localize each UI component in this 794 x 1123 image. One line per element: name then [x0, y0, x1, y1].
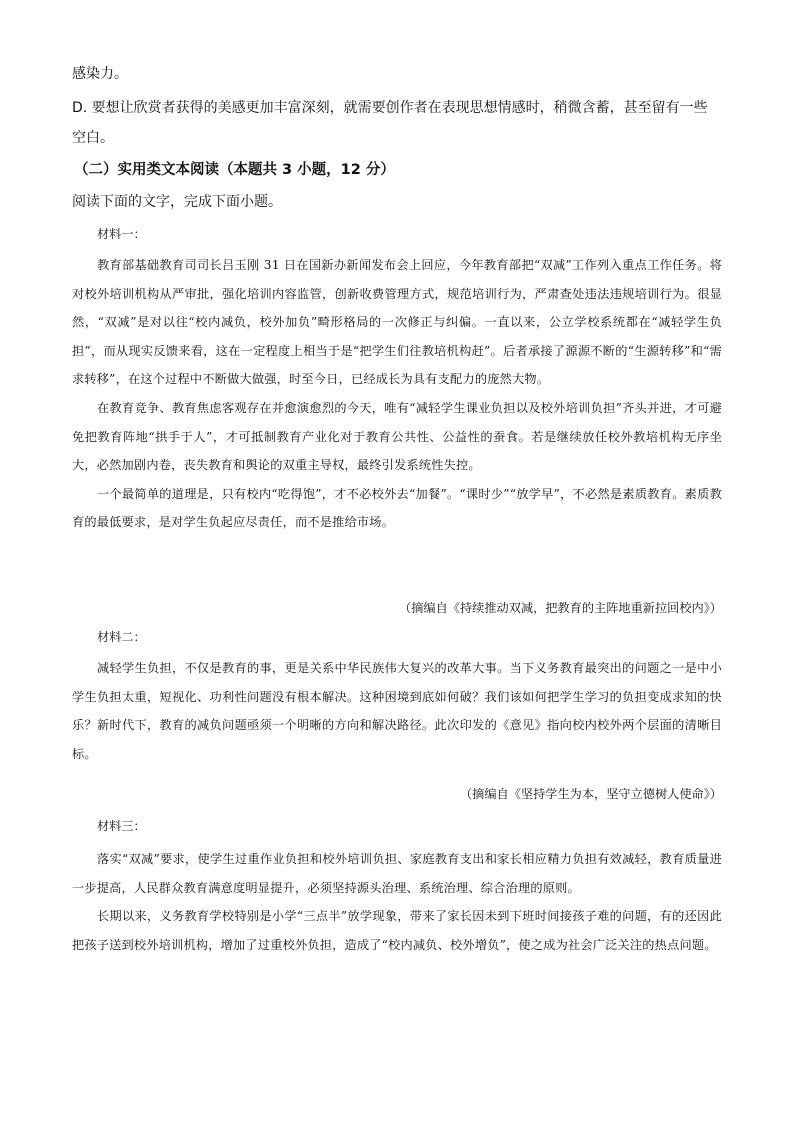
material-2-paragraph-1: 减轻学生负担，不仅是教育的事，更是关系中华民族伟大复兴的改革大事。当下义务教育最突出的问题之一是中小学生负担太重，短视化、功利性问题没有根本解决。这种困境到底如何破？我们该如何把学生学习的负担变成求知的快乐？新时代下，教育的减负问题亟须一个明晰的方向和解决路径。此次印发的《意见》指向校内校外两个层面的清晰目标。: [72, 661, 722, 761]
material-1-body: [72, 251, 722, 537]
material-2-body: [72, 654, 722, 768]
material-1-source: （摘编自《持续推动双减，把教育的主阵地重新拉回校内》）: [399, 601, 722, 615]
material-1-label: 材料一：: [97, 227, 146, 241]
material-3-body: [72, 845, 722, 959]
section-instruction: 阅读下面的文字，完成下面小题。: [72, 194, 282, 210]
option-d-line-1: D. 要想让欣赏者获得的美感更加丰富深刻，就需要创作者在表现思想情感时，稍微含蓄，甚至留有一些: [72, 100, 708, 116]
option-d-line-2: 空白。: [72, 130, 114, 146]
material-1-paragraph-3: 一个最简单的道理是，只有校内“吃得饱”，才不必校外去“加餐”。“课时少”“放学早”，不必然是素质教育。素质教育的最低要求，是对学生负起应尽责任，而不是推给市场。: [72, 486, 722, 530]
material-1-paragraph-2: 在教育竞争、教育焦虑客观存在并愈演愈烈的今天，唯有“减轻学生课业负担以及校外培训负担”齐头并进，才可避免把教育阵地“拱手于人”，才可抵制教育产业化对于教育公共性、公益性的蚕食。若是继续放任校外教培机构无序坐大，必然加剧内卷，丧失教育和舆论的双重主导权，最终引发系统性失控。: [72, 400, 722, 473]
material-3-label: 材料三：: [97, 819, 146, 833]
material-2-label: 材料二：: [97, 630, 146, 644]
material-3-paragraph-1: 落实“双减”要求，使学生过重作业负担和校外培训负担、家庭教育支出和家长相应精力负担有效减轻，教育质量进一步提高，人民群众教育满意度明显提升，必须坚持源头治理、系统治理、综合治理的原则。: [72, 852, 722, 895]
material-2-source: （摘编自《坚持学生为本，坚守立德树人使命》）: [459, 787, 722, 801]
material-1-paragraph-1: 教育部基础教育司司长吕玉刚 31 日在国新办新闻发布会上回应，今年教育部把“双减”工作列入重点工作任务。将对校外培训机构从严审批，强化培训内容监管，创新收费管理方式，规范培训行为，严肃查处违法违规培训行为。很显然，“双减”是对以往“校内减负，校外加负”畸形格局的一次修正与纠偏。一直以来，公立学校系统都在“减轻学生负担”，而从现实反馈来看，这在一定程度上相当于是“把学生们往教培机构赶”。后者承接了源源不断的“生源转移”和“需求转移”，在这个过程中不断做大做强，时至今日，已经成长为具有支配力的庞然大物。: [72, 258, 722, 387]
text-line-ganranli: 感染力。: [72, 66, 128, 82]
section-title: （二）实用类文本阅读（本题共 3 小题，12 分）: [74, 162, 395, 178]
material-3-paragraph-2: 长期以来，义务教育学校特别是小学“三点半”放学现象，带来了家长因未到下班时间接孩子难的问题，有的还因此把孩子送到校外培训机构，增加了过重校外负担，造成了“校内减负、校外增负”，使之成为社会广泛关注的热点问题。: [72, 909, 722, 952]
